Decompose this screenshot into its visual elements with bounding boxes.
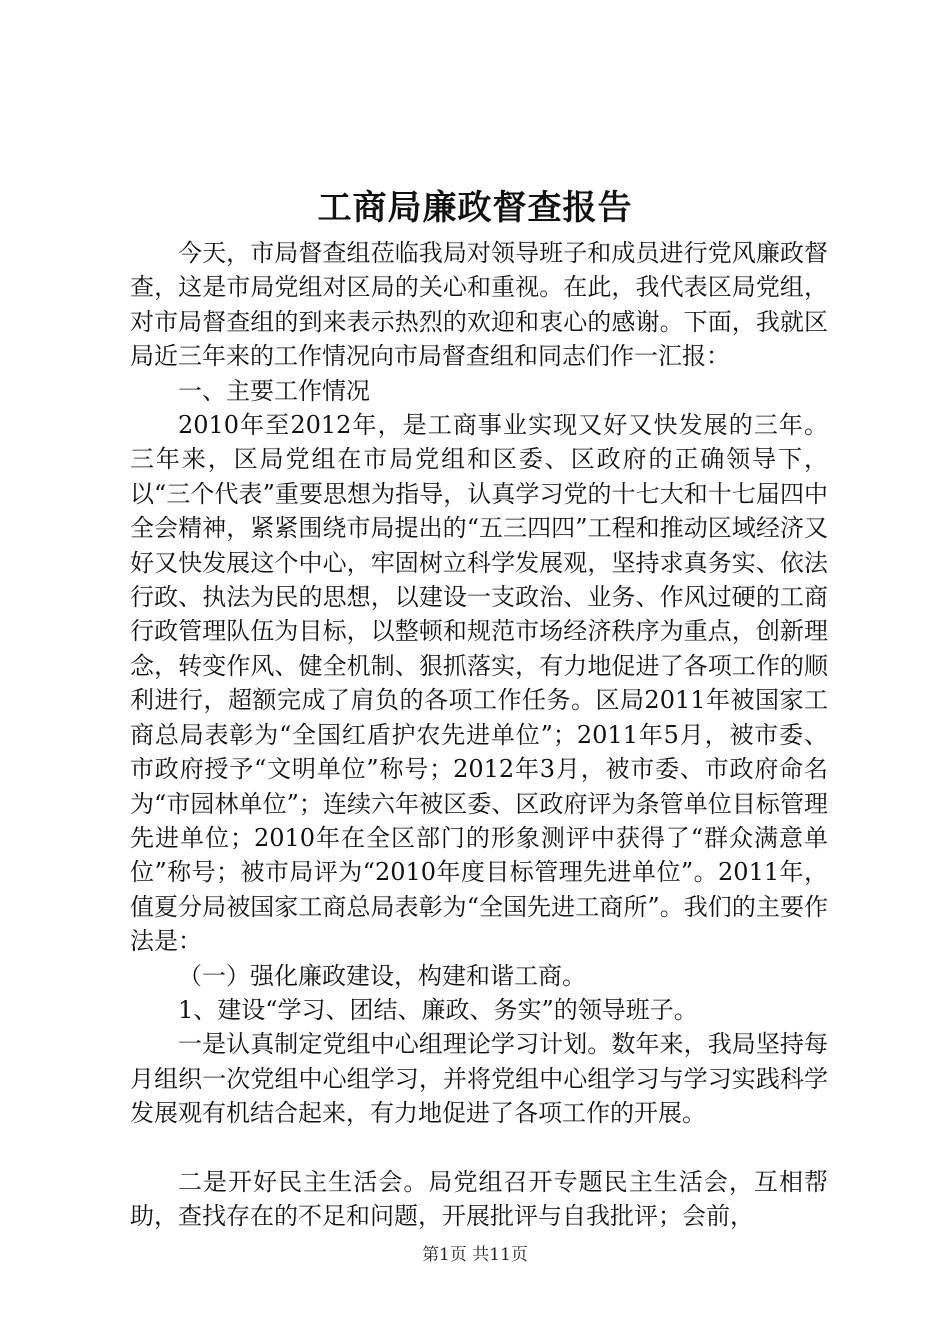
document-body bbox=[130, 236, 828, 1233]
paragraph-intro: 今天，市局督查组莅临我局对领导班子和成员进行党风廉政督查，这是市局党组对区局的关心和重视。在此，我代表区局党组，对市局督查组的到来表示热烈的欢迎和衷心的感谢。下面，我就区局近三年来的工作情况向市局督查组和同志们作一汇报： bbox=[130, 239, 828, 371]
item-heading-1: 1、建设“学习、团结、廉政、务实”的领导班子。 bbox=[178, 995, 698, 1024]
page-footer: 第1页 共11页 bbox=[422, 1245, 528, 1265]
paragraph-point-1: 一是认真制定党组中心组理论学习计划。数年来，我局坚持每月组织一次党组中心组学习，并将党组中心组学习与学习实践科学发展观有机结合起来，有力地促进了各项工作的开展。 bbox=[130, 1030, 828, 1128]
paragraph-point-2: 二是开好民主生活会。局党组召开专题民主生活会，互相帮助，查找存在的不足和问题，开展批评与自我批评；会前， bbox=[130, 1167, 828, 1230]
subsection-heading-1: （一）强化廉政建设，构建和谐工商。 bbox=[178, 961, 586, 990]
document-title: 工商局廉政督查报告 bbox=[317, 188, 633, 228]
section-heading-main-work: 一、主要工作情况 bbox=[178, 376, 370, 405]
paragraph-overview: 2010年至2012年，是工商事业实现又好又快发展的三年。三年来，区局党组在市局党组和区委、区政府的正确领导下，以“三个代表”重要思想为指导，认真学习党的十七大和十七届四中全会精神，紧紧围绕市局提出的“五三四四”工程和推动区域经济又好又快发展这个中心，牢固树立科学发展观，坚持求真务实、依法行政、执法为民的思想，以建设一支政治、业务、作风过硬的工商行政管理队伍为目标，以整顿和规范市场经济秩序为重点，创新理念，转变作风、健全机制、狠抓落实，有力地促进了各项工作的顺利进行，超额完成了肩负的各项工作任务。区局2011年被国家工商总局表彰为“全国红盾护农先进单位”；2011年5月，被市委、市政府授予“文明单位”称号；2012年3月，被市委、市政府命名为“市园林单位”；连续六年被区委、区政府评为条管单位目标管理先进单位；2010年在全区部门的形象测评中获得了“群众满意单位”称号；被市局评为“2010年度目标管理先进单位”。2011年，值夏分局被国家工商总局表彰为“全国先进工商所”。我们的主要作法是： bbox=[130, 411, 828, 956]
